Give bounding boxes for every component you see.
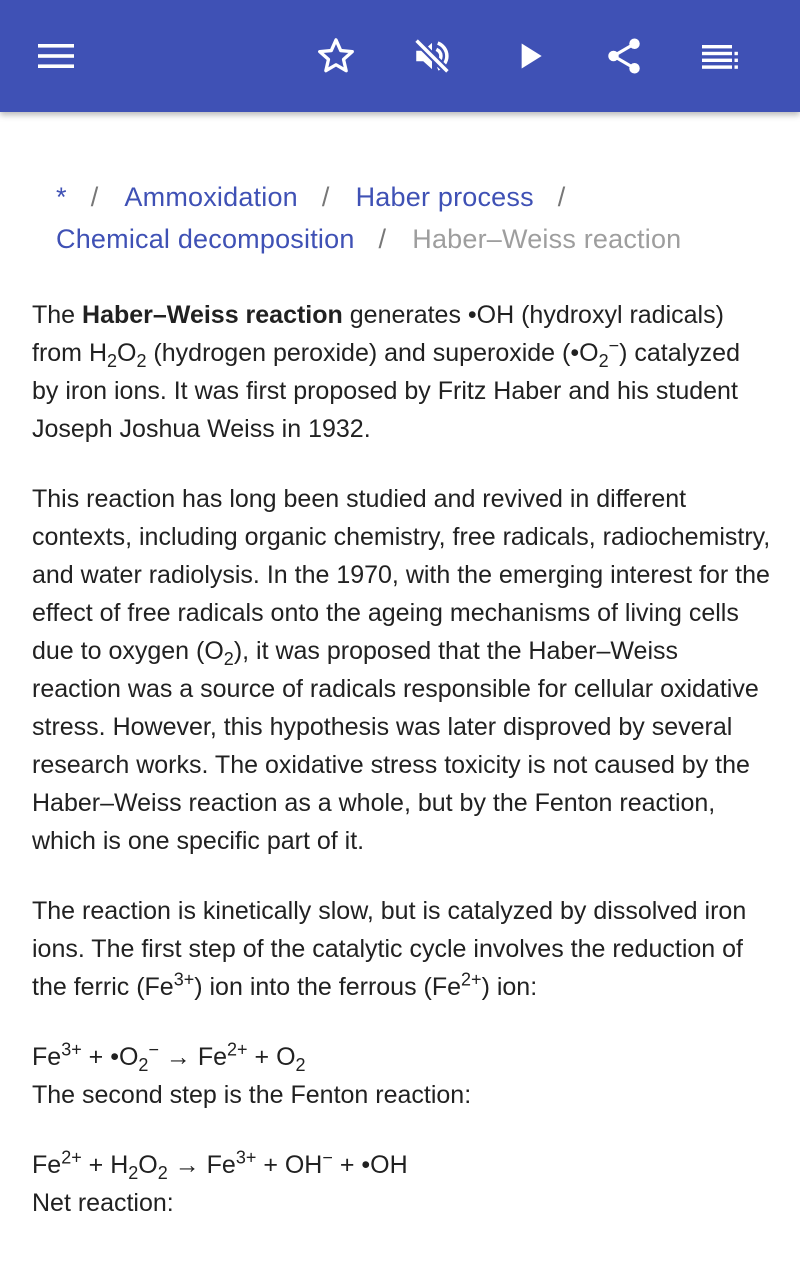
breadcrumb-separator: / [90,182,99,212]
menu-icon [36,36,76,76]
breadcrumb-item-chemical-decomposition[interactable]: Chemical decomposition [56,224,355,254]
contents-button[interactable] [688,24,752,88]
breadcrumb-separator: / [557,182,566,212]
breadcrumb-item-home[interactable]: * [56,182,67,212]
article-body [32,296,772,1222]
article-text-second-step: The second step is the Fenton reaction: [32,1081,472,1109]
breadcrumb-item-haber-process[interactable]: Haber process [355,182,534,212]
share-icon [603,35,645,77]
article-text-net-reaction: Net reaction: [32,1189,174,1217]
breadcrumb-separator: / [378,224,387,254]
play-button[interactable] [498,24,562,88]
app-toolbar [0,0,800,112]
article-paragraph-intro: The Haber–Weiss reaction generates •OH (hydroxyl radicals) from $H_2O_2$ (hydrogen peroxide) and superoxide $(•O_2^-)$ catalyzed by iron ions. It was first proposed by Fritz Haber and his student Joseph Joshua Weiss in 1932. [32,301,740,443]
favorite-button[interactable] [304,24,368,88]
mute-button[interactable] [400,24,464,88]
breadcrumb-separator: / [321,182,330,212]
menu-button[interactable] [24,24,88,88]
article-paragraph-history: This reaction has long been studied and revived in different contexts, including organic chemistry, free radicals, radiochemistry, and water radiolysis. In the 1970, with the emerging interest for the effect of free radicals onto the ageing mechanisms of living cells due to oxygen $(O_2)$, it was proposed that the Haber–Weiss reaction was a source of radicals responsible for cellular oxidative stress. However, this hypothesis was later disproved by several research works. The oxidative stress toxicity is not caused by the Haber–Weiss reaction as a whole, but by the Fenton reaction, which is one specific part of it. [32,485,771,855]
article-paragraph-mechanism: The reaction is kinetically slow, but is catalyzed by dissolved iron ions. The first step of the catalytic cycle involves the reduction of the ferric $(Fe^{3+})$ ion into the ferrous $(Fe^{2+})$ ion: [32,897,747,1001]
list-icon [700,36,740,76]
play-icon [510,36,550,76]
volume-off-icon [411,35,453,77]
share-button[interactable] [592,24,656,88]
equation-step-1: $Fe^{3+}$ + $•O_2^- \to Fe^{2+} + O_2$ [32,1039,306,1075]
article-title-term: Haber–Weiss reaction [82,301,343,329]
breadcrumb [56,176,756,260]
breadcrumb-item-ammoxidation[interactable]: Ammoxidation [124,182,298,212]
star-outline-icon [315,35,357,77]
equation-step-2: $Fe^{2+} + H_2O_2 \to Fe^{3+} + OH^-$ + •OH [32,1147,408,1183]
breadcrumb-current-page: Haber–Weiss reaction [412,224,682,254]
